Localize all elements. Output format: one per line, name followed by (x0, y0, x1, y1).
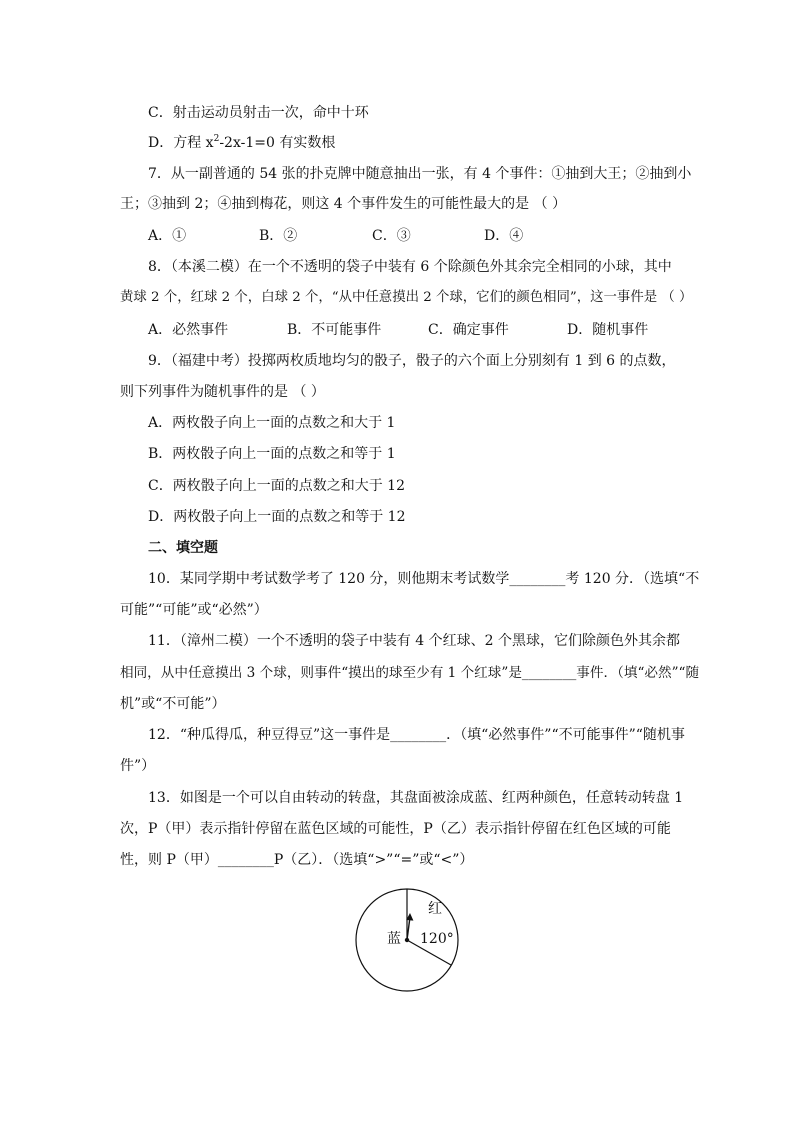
question-13-line2: 次，P（甲）表示指针停留在蓝色区域的可能性，P（乙）表示指针停留在红色区域的可能 (120, 821, 671, 837)
option-d-q6-part2: -2x-1=0 有实数根 (219, 135, 336, 151)
option-d-q8: D．随机事件 (567, 322, 649, 338)
question-10-line2: 可能”“可能”或“必然”） (120, 602, 268, 618)
option-c-q9: C．两枚骰子向上一面的点数之和大于 12 (148, 478, 405, 494)
option-c-q7: C．③ (372, 228, 411, 244)
option-d-q6 (148, 133, 335, 153)
option-d-q6-part1: D．方程 x (148, 135, 214, 151)
question-8-line2: 黄球 2 个，红球 2 个，白球 2 个，“从中任意摸出 2 个球，它们的颜色相同”，这一事件是 （ ） (120, 290, 693, 305)
option-d-q9: D．两枚骰子向上一面的点数之和等于 12 (148, 509, 406, 525)
question-9-line1: 9．（福建中考）投掷两枚质地均匀的骰子，骰子的六个面上分别刻有 1 到 6 的点数， (148, 353, 676, 369)
spinner-figure (350, 885, 470, 995)
option-b-q9: B．两枚骰子向上一面的点数之和等于 1 (148, 446, 396, 462)
option-c-q8: C．确定事件 (428, 322, 509, 338)
option-a-q7: A．① (148, 228, 187, 244)
spinner-center-dot (405, 938, 409, 942)
label-red: 红 (428, 901, 442, 917)
question-7-line1: 7．从一副普通的 54 张的扑克牌中随意抽出一张，有 4 个事件：①抽到大王；②抽到小 (148, 166, 692, 182)
option-a-q8: A．必然事件 (148, 322, 229, 338)
question-7-line2: 王；③抽到 2；④抽到梅花，则这 4 个事件发生的可能性最大的是 （ ） (120, 196, 567, 212)
question-13-line1: 13．如图是一个可以自由转动的转盘，其盘面被涂成蓝、红两种颜色，任意转动转盘 1 (148, 790, 684, 806)
question-8-line1: 8．（本溪二模）在一个不透明的袋子中装有 6 个除颜色外其余完全相同的小球，其中 (148, 259, 672, 275)
label-angle: 120° (420, 931, 454, 947)
option-b-q8: B．不可能事件 (287, 322, 382, 338)
question-12-line2: 件”） (120, 758, 156, 774)
question-13-line3: 性，则 P（甲）________P（乙）．（选填“>”“=”或“<”） (120, 852, 474, 868)
exponent: 2 (213, 134, 220, 144)
option-d-q7: D．④ (484, 228, 524, 244)
question-11-line3: 机”或“不可能”） (120, 696, 226, 712)
option-c-q6: C．射击运动员射击一次，命中十环 (148, 105, 369, 121)
question-10-line1: 10．某同学期中考试数学考了 120 分，则他期末考试数学________考 120 分．（选填“不 (148, 571, 700, 587)
section-heading-fill-in: 二、填空题 (148, 540, 218, 556)
question-11-line2: 相同，从中任意摸出 3 个球，则事件“摸出的球至少有 1 个红球”是________事件．（填“必然”“随 (120, 665, 700, 681)
label-blue: 蓝 (387, 931, 401, 947)
question-12-line1: 12．“种瓜得瓜，种豆得豆”这一事件是________．（填“必然事件”“不可能事件”“随机事 (148, 727, 685, 743)
option-b-q7: B．② (259, 228, 298, 244)
question-9-line2: 则下列事件为随机事件的是 （ ） (120, 384, 325, 400)
option-a-q9: A．两枚骰子向上一面的点数之和大于 1 (148, 415, 396, 431)
question-11-line1: 11．（漳州二模）一个不透明的袋子中装有 4 个红球、2 个黑球，它们除颜色外其余都 (148, 633, 680, 649)
